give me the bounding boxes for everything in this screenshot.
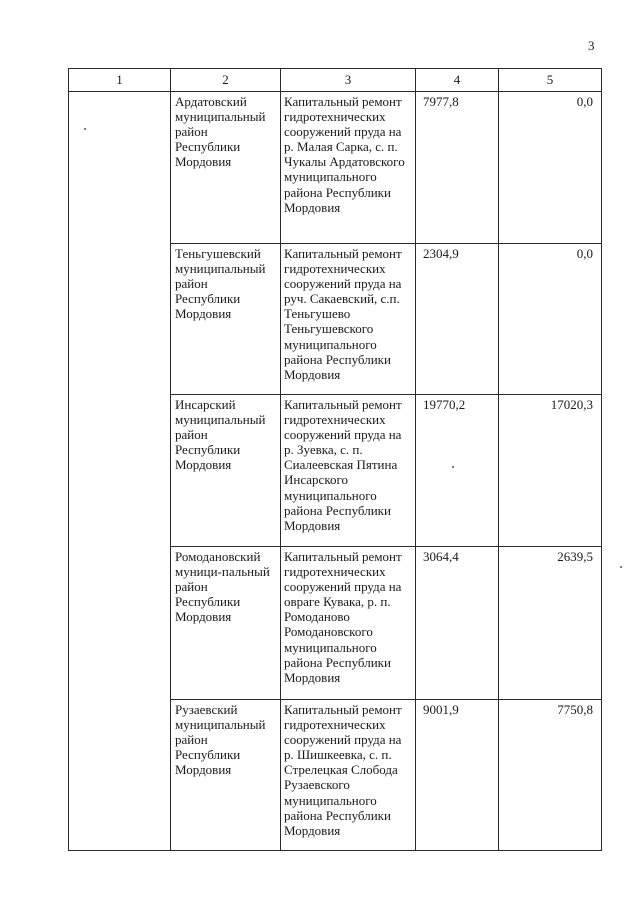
federal-amount: 0,0 (576, 246, 593, 261)
project-cell (281, 700, 416, 851)
district-cell (171, 244, 281, 395)
total-cell (416, 244, 499, 395)
federal-amount: 7750,8 (557, 702, 593, 717)
scan-speck (452, 466, 454, 468)
district-cell (171, 700, 281, 851)
federal-amount: 0,0 (576, 94, 593, 109)
total-amount: 9001,9 (423, 702, 459, 717)
total-amount: 3064,4 (423, 549, 459, 564)
total-cell (416, 700, 499, 851)
project-description: Капитальный ремонт гидротехнических сооружений пруда на р. Малая Сарка, с. п. Чукалы Ардатовского муниципального района Республики Мордовия (284, 94, 405, 215)
table-row (69, 92, 602, 244)
federal-cell (499, 92, 602, 244)
district-name: Ардатовский муниципальный район Республики Мордовия (175, 94, 266, 170)
district-cell (171, 547, 281, 700)
scan-speck (84, 128, 86, 130)
district-name: Инсарский муниципальный район Республики Мордовия (175, 397, 266, 473)
project-cell (281, 244, 416, 395)
column-header-4: 4 (416, 69, 499, 92)
project-cell (281, 395, 416, 547)
federal-amount: 17020,3 (550, 397, 593, 412)
data-table (68, 68, 602, 851)
project-description: Капитальный ремонт гидротехнических сооружений пруда на овраге Кувака, р. п. Ромоданово Ромодановского муниципального района Республики Мордовия (284, 549, 402, 685)
total-amount: 7977,8 (423, 94, 459, 109)
page-number: 3 (588, 38, 595, 53)
column-1-merged-cell (69, 92, 171, 851)
federal-cell (499, 547, 602, 700)
federal-cell (499, 244, 602, 395)
total-amount: 2304,9 (423, 246, 459, 261)
district-name: Теньгушевский муниципальный район Республики Мордовия (175, 246, 266, 322)
table-header-row (69, 69, 602, 92)
project-description: Капитальный ремонт гидротехнических сооружений пруда на р. Зуевка, с. п. Сиалеевская Пятина Инсарского муниципального района Республики Мордовия (284, 397, 402, 533)
total-amount: 19770,2 (423, 397, 466, 412)
column-header-5: 5 (499, 69, 602, 92)
district-name: Рузаевский муниципальный район Республики Мордовия (175, 702, 266, 778)
column-header-3: 3 (281, 69, 416, 92)
project-cell (281, 547, 416, 700)
district-name: Ромодановский муници-пальный район Республики Мордовия (175, 549, 270, 625)
column-header-2: 2 (171, 69, 281, 92)
project-description: Капитальный ремонт гидротехнических сооружений пруда на р. Шишкеевка, с. п. Стрелецкая Слобода Рузаевского муниципального района Республики Мордовия (284, 702, 402, 838)
total-cell (416, 92, 499, 244)
federal-cell (499, 700, 602, 851)
project-cell (281, 92, 416, 244)
federal-amount: 2639,5 (557, 549, 593, 564)
total-cell (416, 547, 499, 700)
project-description: Капитальный ремонт гидротехнических сооружений пруда на руч. Сакаевский, с.п. Теньгушево Теньгушевского муниципального района Республики Мордовия (284, 246, 402, 382)
scan-speck (620, 566, 622, 568)
district-cell (171, 92, 281, 244)
district-cell (171, 395, 281, 547)
federal-cell (499, 395, 602, 547)
column-header-1: 1 (69, 69, 171, 92)
total-cell (416, 395, 499, 547)
